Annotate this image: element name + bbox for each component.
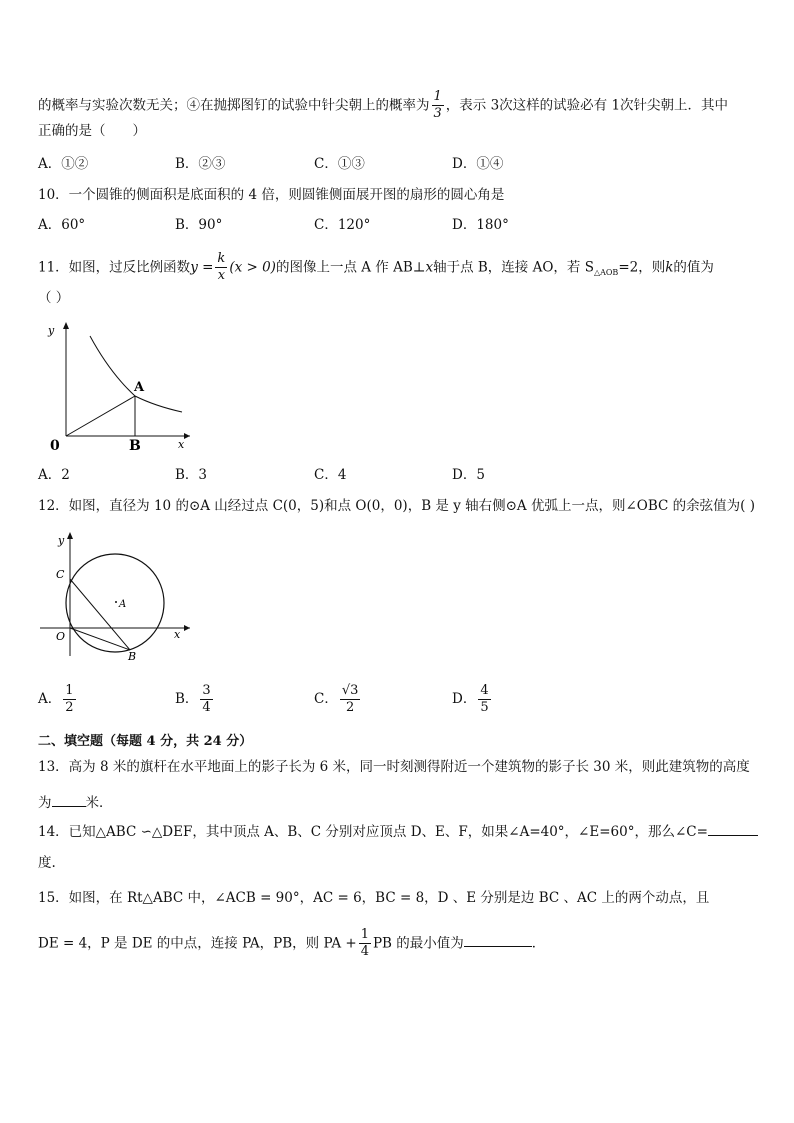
q15-frac-num: 1 xyxy=(359,928,371,944)
q9-frac-den: 3 xyxy=(433,106,442,122)
q12-option-d-label: D． xyxy=(452,691,477,708)
q11-segment-ao xyxy=(66,396,135,436)
q11-text-mid2: 轴于点 B，连接 AO，若 S xyxy=(433,259,594,276)
q12-center-dot xyxy=(115,601,117,603)
q11-line2: （ ） xyxy=(38,290,70,306)
q12-option-c-frac xyxy=(340,684,361,716)
q15-line1: 15．如图，在 Rt△ABC 中，∠ACB = 90°，AC = 6，BC = 8，D 、E 分别是边 BC 、AC 上的两个动点，且 xyxy=(38,890,710,906)
q11-label-y: y xyxy=(48,324,55,337)
q12-option-c xyxy=(314,684,362,716)
q11-k-var: k xyxy=(665,259,674,276)
q13-line1: 13．高为 8 米的旗杆在水平地面上的影子长为 6 米，同一时刻测得附近一个建筑物的影子长 30 米，则此建筑物的高度 xyxy=(38,759,750,775)
q11-text-mid: 的图像上一点 A 作 AB⊥ xyxy=(275,259,426,276)
q10-option-a: A．60° xyxy=(38,217,86,233)
q12-option-c-num: √3 xyxy=(340,684,361,700)
q9-option-a: A．①② xyxy=(38,156,89,172)
q15-line2-pre: DE = 4，P 是 DE 的中点，连接 PA，PB，则 PA + xyxy=(38,935,357,952)
q12-option-d-den: 5 xyxy=(480,700,489,716)
q12-option-a-frac xyxy=(63,684,75,716)
q12-label-b: B xyxy=(128,650,137,663)
q12-option-a-label: A． xyxy=(38,691,62,708)
q12-option-b xyxy=(175,684,215,716)
q11-frac-den: x xyxy=(217,268,226,284)
q14-line1-text: 14．已知△ABC ∽△DEF，其中顶点 A、B、C 分别对应顶点 D、E、F，如果∠A=40°，∠E=60°，那么∠C= xyxy=(38,824,708,840)
q10-text: 10．一个圆锥的侧面积是底面积的 4 倍，则圆锥侧面展开图的扇形的圆心角是 xyxy=(38,187,505,203)
q12-label-o: O xyxy=(56,630,66,643)
q11-subscript: △AOB xyxy=(593,267,619,277)
q14-answer-blank[interactable] xyxy=(708,823,758,836)
q11-text-pre: 11．如图，过反比例函数 xyxy=(38,259,191,276)
q12-graph xyxy=(40,528,200,665)
q9-line2: 正确的是（ ） xyxy=(38,123,146,139)
q10-option-d: D．180° xyxy=(452,217,509,233)
q9-option-b: B．②③ xyxy=(175,156,226,172)
q10-option-b: B．90° xyxy=(175,217,223,233)
q15-line2 xyxy=(38,928,545,960)
q9-fraction xyxy=(432,90,444,122)
q15-line2-post: ． xyxy=(531,935,546,952)
q11-option-d: D．5 xyxy=(452,467,485,483)
q9-line1 xyxy=(38,90,728,122)
q11-fraction xyxy=(215,252,227,284)
q13-line2 xyxy=(38,794,113,811)
q15-line2-mid: PB 的最小值为 xyxy=(372,935,464,952)
q9-line1-text2: ，表示 3次这样的试验必有 1次针尖朝上．其中 xyxy=(445,97,729,114)
q11-frac-num: k xyxy=(215,252,227,268)
q11-cond: (x > 0) xyxy=(229,259,276,276)
q12-option-d xyxy=(452,684,493,716)
q12-option-d-frac xyxy=(478,684,490,716)
q11-label-x: x xyxy=(178,438,185,451)
q12-y-arrow xyxy=(67,532,73,539)
q12-option-b-den: 4 xyxy=(202,700,211,716)
q12-option-a xyxy=(38,684,78,716)
q15-frac-den: 4 xyxy=(360,944,369,960)
q11-graph xyxy=(40,318,200,453)
q12-option-b-label: B． xyxy=(175,691,199,708)
q11-y-eq: y = xyxy=(190,259,214,276)
q11-text-end: 的值为 xyxy=(673,259,714,276)
q12-option-d-num: 4 xyxy=(478,684,490,700)
q13-line2-post: 米． xyxy=(85,795,113,811)
q9-option-d: D．①④ xyxy=(452,156,504,172)
q13-answer-blank[interactable] xyxy=(52,794,86,807)
q15-answer-blank[interactable] xyxy=(464,934,532,947)
q14-line1 xyxy=(38,823,758,840)
q11-line1 xyxy=(38,252,714,284)
q12-circle xyxy=(66,554,164,652)
q11-y-arrow xyxy=(63,322,69,329)
q12-label-a: A xyxy=(119,599,127,610)
q12-option-b-num: 3 xyxy=(200,684,212,700)
q9-frac-num: 1 xyxy=(432,90,444,106)
q12-x-arrow xyxy=(184,625,190,631)
q10-option-c: C．120° xyxy=(314,217,371,233)
q11-option-a: A．2 xyxy=(38,467,70,483)
q11-label-b: B xyxy=(129,438,141,453)
q11-label-a: A xyxy=(134,380,145,395)
q11-x-arrow xyxy=(184,433,190,439)
q11-label-o: 0 xyxy=(50,438,60,453)
section-heading-fill-in: 二、填空题（每题 4 分，共 24 分） xyxy=(38,734,253,749)
q11-option-b: B．3 xyxy=(175,467,208,483)
q14-line2: 度. xyxy=(38,855,56,871)
q9-line1-text: 的概率与实验次数无关；④在抛掷图钉的试验中针尖朝上的概率为 xyxy=(38,97,430,114)
q12-option-c-label: C． xyxy=(314,691,338,708)
q15-fraction xyxy=(359,928,371,960)
q13-line2-pre: 为 xyxy=(38,795,52,811)
q11-option-c: C．4 xyxy=(314,467,347,483)
q9-option-c: C．①③ xyxy=(314,156,365,172)
q11-curve xyxy=(90,336,182,412)
q12-option-b-frac xyxy=(200,684,212,716)
q12-option-a-den: 2 xyxy=(65,700,74,716)
q11-x-var: x xyxy=(425,259,434,276)
q12-label-c: C xyxy=(56,568,65,581)
q12-label-y: y xyxy=(58,534,65,547)
q12-option-a-num: 1 xyxy=(63,684,75,700)
q12-option-c-den: 2 xyxy=(345,700,355,716)
q11-text-post: =2，则 xyxy=(618,259,666,276)
q12-label-x: x xyxy=(174,628,181,641)
q12-text: 12．如图，直径为 10 的⊙A 山经过点 C(0，5)和点 O(0，0)，B 是 y 轴右侧⊙A 优弧上一点，则∠OBC 的余弦值为( ) xyxy=(38,498,755,514)
